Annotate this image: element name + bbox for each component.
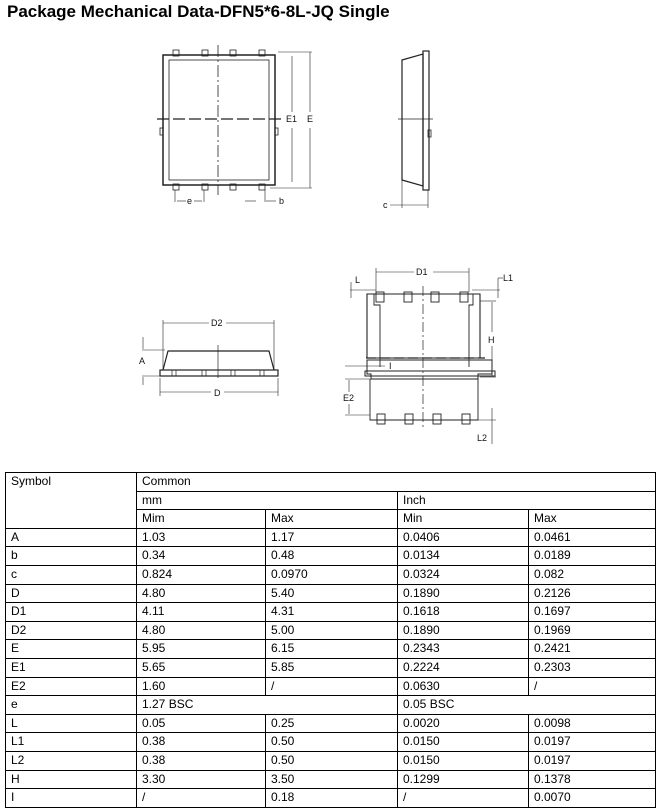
front-view <box>142 320 278 396</box>
table-cell: 5.95 <box>137 640 266 659</box>
table-cell: 0.0189 <box>529 547 656 566</box>
table-row <box>6 770 656 789</box>
table-cell: 0.2303 <box>529 658 656 677</box>
table-cell: E1 <box>6 658 137 677</box>
table-cell: 0.0324 <box>398 565 529 584</box>
label-c: c <box>383 200 388 210</box>
table-cell: 4.11 <box>137 603 266 622</box>
table-cell: 0.50 <box>266 751 398 770</box>
inch-min-header: Min <box>398 510 529 529</box>
table-cell: 0.0461 <box>529 528 656 547</box>
table-row <box>6 714 656 733</box>
table-cell: 0.2224 <box>398 658 529 677</box>
label-A: A <box>139 356 146 366</box>
table-cell: 6.15 <box>266 640 398 659</box>
table-cell: 1.17 <box>266 528 398 547</box>
table-cell: / <box>266 677 398 696</box>
header-row-1 <box>6 473 656 492</box>
table-cell: 0.0150 <box>398 751 529 770</box>
table-row <box>6 751 656 770</box>
table-cell: 4.80 <box>137 584 266 603</box>
table-cell: 0.824 <box>137 565 266 584</box>
bottom-view <box>345 268 503 444</box>
table-cell: b <box>6 547 137 566</box>
table-cell: 0.2421 <box>529 640 656 659</box>
table-cell: L1 <box>6 733 137 752</box>
label-e: e <box>187 196 193 206</box>
table-cell: 0.0098 <box>529 714 656 733</box>
symbol-header: Symbol <box>6 473 137 529</box>
table-cell: D1 <box>6 603 137 622</box>
table-cell: 0.1618 <box>398 603 529 622</box>
table-cell: 0.05 BSC <box>398 696 656 715</box>
label-D: D <box>214 388 221 398</box>
table-cell: 0.1697 <box>529 603 656 622</box>
table-cell: 0.2343 <box>398 640 529 659</box>
label-L2: L2 <box>477 433 488 443</box>
table-row <box>6 547 656 566</box>
page-title: Package Mechanical Data-DFN5*6-8L-JQ Single <box>7 2 390 21</box>
table-cell: 0.2126 <box>529 584 656 603</box>
table-cell: 0.05 <box>137 714 266 733</box>
label-L1: L1 <box>503 273 514 283</box>
table-cell: 0.34 <box>137 547 266 566</box>
table-row <box>6 640 656 659</box>
inch-max-header: Max <box>529 510 656 529</box>
table-cell: 0.0970 <box>266 565 398 584</box>
label-b: b <box>279 196 285 206</box>
table-cell: / <box>137 789 266 808</box>
dimension-table <box>5 472 656 808</box>
table-cell: 1.27 BSC <box>137 696 398 715</box>
label-H: H <box>488 335 495 345</box>
table-cell: 1.60 <box>137 677 266 696</box>
table-cell: 4.31 <box>266 603 398 622</box>
label-E2: E2 <box>343 393 355 403</box>
table-cell: 0.25 <box>266 714 398 733</box>
label-E: E <box>307 114 314 124</box>
table-cell: I <box>6 789 137 808</box>
table-row <box>6 733 656 752</box>
table-cell: 4.80 <box>137 621 266 640</box>
table-cell: 0.48 <box>266 547 398 566</box>
table-cell: e <box>6 696 137 715</box>
table-row <box>6 696 656 715</box>
table-cell: 0.1299 <box>398 770 529 789</box>
table-row <box>6 677 656 696</box>
table-row <box>6 658 656 677</box>
label-L: L <box>355 275 361 285</box>
table-cell: 5.40 <box>266 584 398 603</box>
label-D1: D1 <box>416 267 428 277</box>
table-cell: c <box>6 565 137 584</box>
table-row <box>6 789 656 808</box>
table-cell: / <box>529 677 656 696</box>
table-cell: H <box>6 770 137 789</box>
table-row <box>6 603 656 622</box>
table-cell: L2 <box>6 751 137 770</box>
table-cell: 0.0197 <box>529 733 656 752</box>
table-cell: 0.0020 <box>398 714 529 733</box>
table-cell: L <box>6 714 137 733</box>
mm-max-header: Max <box>266 510 398 529</box>
table-cell: 0.1378 <box>529 770 656 789</box>
table-cell: 0.18 <box>266 789 398 808</box>
table-row <box>6 565 656 584</box>
table-cell: 5.85 <box>266 658 398 677</box>
table-cell: 0.0134 <box>398 547 529 566</box>
side-view <box>390 51 433 208</box>
table-cell: 0.0150 <box>398 733 529 752</box>
table-cell: D <box>6 584 137 603</box>
label-I: I <box>389 361 392 371</box>
table-cell: A <box>6 528 137 547</box>
table-cell: 0.0197 <box>529 751 656 770</box>
table-row <box>6 621 656 640</box>
table-cell: 3.50 <box>266 770 398 789</box>
inch-header: Inch <box>398 491 656 510</box>
table-cell: 0.0406 <box>398 528 529 547</box>
mm-min-header: Mim <box>137 510 266 529</box>
table-cell: E2 <box>6 677 137 696</box>
label-E1: E1 <box>286 114 298 124</box>
mm-header: mm <box>137 491 398 510</box>
table-cell: 0.38 <box>137 733 266 752</box>
table-cell: 5.65 <box>137 658 266 677</box>
common-header: Common <box>137 473 656 492</box>
table-row <box>6 528 656 547</box>
table-cell: 0.38 <box>137 751 266 770</box>
table-cell: 3.30 <box>137 770 266 789</box>
table-cell: 0.1969 <box>529 621 656 640</box>
table-cell: 0.50 <box>266 733 398 752</box>
table-cell: 1.03 <box>137 528 266 547</box>
table-cell: 0.1890 <box>398 621 529 640</box>
table-row <box>6 584 656 603</box>
label-D2: D2 <box>211 318 223 328</box>
table-cell: / <box>398 789 529 808</box>
table-cell: D2 <box>6 621 137 640</box>
table-cell: 0.0630 <box>398 677 529 696</box>
table-cell: 5.00 <box>266 621 398 640</box>
table-cell: 0.082 <box>529 565 656 584</box>
table-cell: 0.1890 <box>398 584 529 603</box>
table-cell: E <box>6 640 137 659</box>
table-cell: 0.0070 <box>529 789 656 808</box>
